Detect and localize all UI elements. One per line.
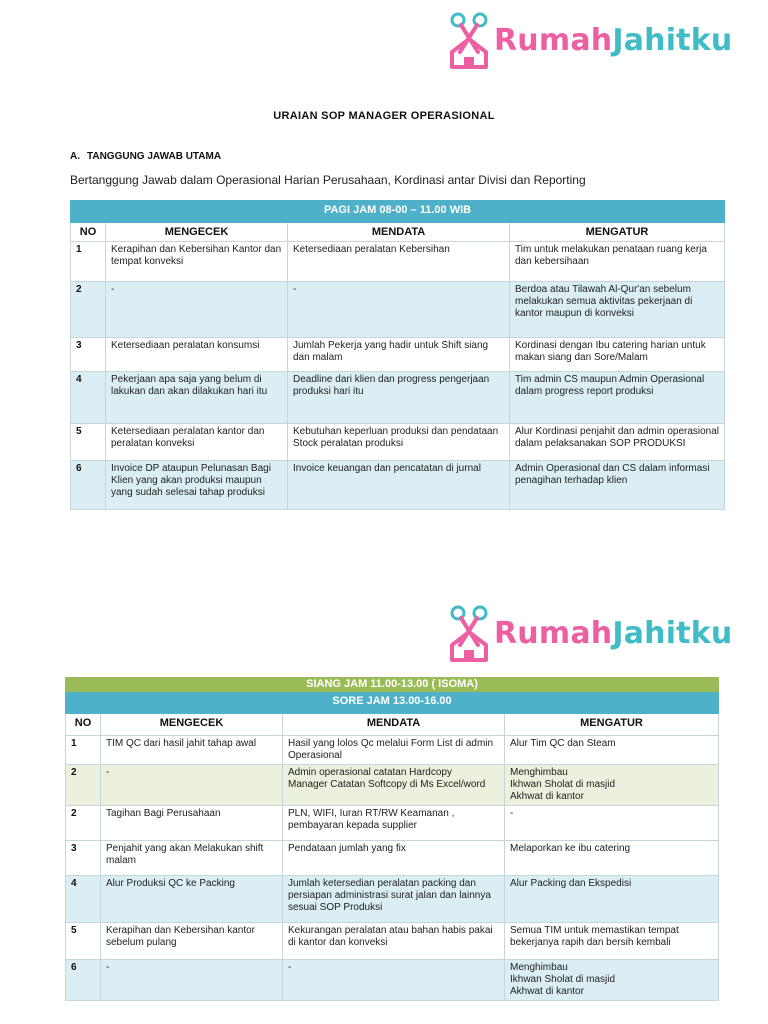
- header-mendata: MENDATA: [283, 714, 505, 736]
- table-row: [66, 923, 719, 960]
- cell-mendata: Pendataan jumlah yang fix: [283, 841, 505, 876]
- cell-mendata: -: [283, 960, 505, 1001]
- row-number: 4: [71, 372, 106, 424]
- cell-mendata: Kebutuhan keperluan produksi dan pendataan Stock peralatan produksi: [288, 424, 510, 461]
- cell-mengecek: Kerapihan dan Kebersihan kantor sebelum pulang: [101, 923, 283, 960]
- cell-mendata: Ketersediaan peralatan Kebersihan: [288, 242, 510, 282]
- cell-mendata: Jumlah ketersedian peralatan packing dan persiapan administrasi surat jalan dan lainnya sesuai SOP Produksi: [283, 876, 505, 923]
- cell-mengatur: Menghimbau Ikhwan Sholat di masjid Akhwat di kantor: [505, 765, 719, 806]
- shift-band-siang: SIANG JAM 11.00-13.00 ( ISOMA): [66, 678, 719, 692]
- cell-mendata: Jumlah Pekerja yang hadir untuk Shift siang dan malam: [288, 338, 510, 372]
- row-number: 1: [71, 242, 106, 282]
- row-number: 5: [66, 923, 101, 960]
- cell-mengatur: Kordinasi dengan Ibu catering harian untuk makan siang dan Sore/Malam: [510, 338, 725, 372]
- shift-band-sore: SORE JAM 13.00-16.00: [66, 692, 719, 714]
- row-number: 2: [71, 282, 106, 338]
- row-number: 6: [66, 960, 101, 1001]
- row-number: 2: [66, 806, 101, 841]
- cell-mengecek: -: [101, 960, 283, 1001]
- brand-logo: [448, 12, 732, 70]
- header-mengecek: MENGECEK: [106, 223, 288, 242]
- cell-mengatur: -: [505, 806, 719, 841]
- brand-rumah: Rumah: [494, 616, 613, 651]
- cell-mengecek: -: [101, 765, 283, 806]
- row-number: 3: [71, 338, 106, 372]
- row-number: 5: [71, 424, 106, 461]
- cell-mengatur: Tim untuk melakukan penataan ruang kerja dan kebersihaan: [510, 242, 725, 282]
- section-heading: [70, 151, 221, 162]
- cell-mendata: Kekurangan peralatan atau bahan habis pakai di kantor dan konveksi: [283, 923, 505, 960]
- shift-band-pagi: PAGI JAM 08-00 – 11.00 WIB: [71, 201, 725, 223]
- scissors-house-icon: [448, 12, 490, 70]
- cell-mengecek: Ketersediaan peralatan konsumsi: [106, 338, 288, 372]
- table-row: [71, 242, 725, 282]
- sop-table-pagi: [70, 200, 725, 510]
- table-row: [66, 960, 719, 1001]
- header-mengecek: MENGECEK: [101, 714, 283, 736]
- header-no: NO: [71, 223, 106, 242]
- row-number: 4: [66, 876, 101, 923]
- header-mengatur: MENGATUR: [510, 223, 725, 242]
- table-row: [66, 736, 719, 765]
- sop-table-siang-sore: [65, 677, 719, 1001]
- table-row: [71, 282, 725, 338]
- brand-wordmark: [494, 616, 733, 651]
- brand-rumah: Rumah: [494, 23, 613, 58]
- row-number: 1: [66, 736, 101, 765]
- cell-mendata: PLN, WIFI, Iuran RT/RW Keamanan , pembayaran kepada supplier: [283, 806, 505, 841]
- cell-mengatur: Tim admin CS maupun Admin Operasional dalam progress report produksi: [510, 372, 725, 424]
- row-number: 6: [71, 461, 106, 510]
- cell-mendata: Hasil yang lolos Qc melalui Form List di admin Operasional: [283, 736, 505, 765]
- cell-mengecek: Kerapihan dan Kebersihan Kantor dan tempat konveksi: [106, 242, 288, 282]
- cell-mendata: -: [288, 282, 510, 338]
- cell-mendata: Invoice keuangan dan pencatatan di jurnal: [288, 461, 510, 510]
- brand-jahitku: Jahitku: [612, 23, 733, 58]
- brand-wordmark: [494, 23, 733, 58]
- table-row: [66, 841, 719, 876]
- cell-mengecek: Pekerjaan apa saja yang belum di lakukan dan akan dilakukan hari itu: [106, 372, 288, 424]
- cell-mengecek: -: [106, 282, 288, 338]
- brand-logo: [448, 605, 732, 663]
- cell-mengecek: Ketersediaan peralatan kantor dan peralatan konveksi: [106, 424, 288, 461]
- table-row: [66, 806, 719, 841]
- cell-mengatur: Admin Operasional dan CS dalam informasi penagihan terhadap klien: [510, 461, 725, 510]
- table-row: [71, 424, 725, 461]
- cell-mengatur: Berdoa atau Tilawah Al-Qur'an sebelum melakukan semua aktivitas pekerjaan di kantor maupun di konveksi: [510, 282, 725, 338]
- cell-mendata: Admin operasional catatan Hardcopy Manager Catatan Softcopy di Ms Excel/word: [283, 765, 505, 806]
- cell-mengatur: Alur Tim QC dan Steam: [505, 736, 719, 765]
- cell-mengecek: Penjahit yang akan Melakukan shift malam: [101, 841, 283, 876]
- cell-mengatur: Melaporkan ke ibu catering: [505, 841, 719, 876]
- header-mendata: MENDATA: [288, 223, 510, 242]
- cell-mengecek: Tagihan Bagi Perusahaan: [101, 806, 283, 841]
- cell-mengatur: Alur Packing dan Ekspedisi: [505, 876, 719, 923]
- intro-paragraph: Bertanggung Jawab dalam Operasional Harian Perusahaan, Kordinasi antar Divisi dan Reporting: [70, 173, 586, 187]
- cell-mengecek: Invoice DP ataupun Pelunasan Bagi Klien yang akan produksi maupun yang sudah selesai tahap produksi: [106, 461, 288, 510]
- section-number: A.: [70, 151, 80, 162]
- table-row: [71, 338, 725, 372]
- cell-mengatur: Menghimbau Ikhwan Sholat di masjid Akhwat di kantor: [505, 960, 719, 1001]
- row-number: 2: [66, 765, 101, 806]
- row-number: 3: [66, 841, 101, 876]
- table-row: [71, 461, 725, 510]
- table-row: [66, 765, 719, 806]
- brand-jahitku: Jahitku: [612, 616, 733, 651]
- table-row: [66, 876, 719, 923]
- header-mengatur: MENGATUR: [505, 714, 719, 736]
- cell-mendata: Deadline dari klien dan progress pengerjaan produksi hari itu: [288, 372, 510, 424]
- cell-mengatur: Alur Kordinasi penjahit dan admin operasional dalam pelaksanakan SOP PRODUKSI: [510, 424, 725, 461]
- document-title: URAIAN SOP MANAGER OPERASIONAL: [273, 110, 495, 122]
- table-row: [71, 372, 725, 424]
- scissors-house-icon: [448, 605, 490, 663]
- cell-mengatur: Semua TIM untuk memastikan tempat bekerjanya rapih dan bersih kembali: [505, 923, 719, 960]
- header-no: NO: [66, 714, 101, 736]
- cell-mengecek: TIM QC dari hasil jahit tahap awal: [101, 736, 283, 765]
- section-title: TANGGUNG JAWAB UTAMA: [87, 151, 222, 162]
- cell-mengecek: Alur Produksi QC ke Packing: [101, 876, 283, 923]
